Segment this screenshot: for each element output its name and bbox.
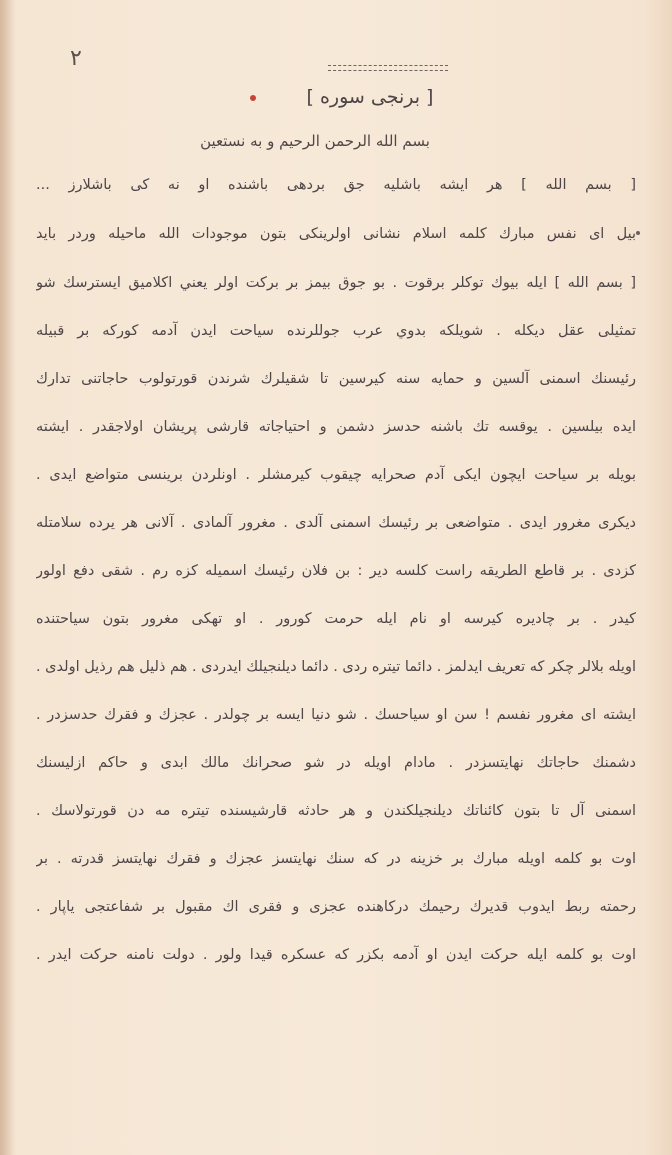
text-line-16: رحمته ربط ایدوب قدیرك رحیمك دركاهنده عجزی و فقری اك مقبول بر شفاعتجی یاپار . [36, 899, 636, 915]
text-line-11: اویله بلالر چكر كه تعریف ایدلمز . دائما تیتره ردی . دائما دیلنجیلك ایدردی . هم ذلیل هم رذیل اولدی . [36, 659, 636, 675]
text-line-12: ایشته ای مغرور نفسم ! سن او سیاحسك . شو دنیا ایسه بر چولدر . عجزك و فقرك حدسزدر . [36, 707, 636, 723]
text-line-13: دشمنك حاجاتك نهایتسزدر . مادام اویله در شو صحرانك مالك ابدی و حاكم ازلیسنك [36, 755, 636, 771]
title-row [270, 86, 470, 114]
text-line-3: [ بسم الله ] ایله بیوك توكلر برقوت . بو جوق بيمز بر بركت اولر يعني اكلاميق ايسترسك شو [36, 275, 636, 291]
header-rule-top [328, 65, 448, 66]
binding-shadow [0, 0, 14, 1155]
title-dot [250, 95, 256, 101]
page-number: ٢ [70, 46, 82, 71]
margin-mark [636, 231, 640, 235]
text-line-15: اوت بو كلمه اویله مبارك بر خزینه در كه سنك نهایتسز عجزك و فقرك نهایتسز قدرته . بر [36, 851, 636, 867]
text-line-4: تمثیلی عقل دیکله . شويلكه بدوي عرب جوللرنده سیاحت ایدن آدمه كوركه بر قبیله [36, 323, 636, 339]
text-line-14: اسمنی آل تا بتون كائناتك دیلنجیلكندن و هر حادثه قارشیسنده تیتره مه دن قورتولاسك . [36, 803, 636, 819]
text-line-6: ایده بیلسین . یوقسه تك باشنه حدسز دشمن و احتياجاته قارشی پریشان اولاجقدر . ایشته [36, 419, 636, 435]
text-line-7: بویله بر سیاحت ایچون ایكی آدم صحرایه چیقوب كیرمشلر . اونلردن برينسی متواضع ایدی . [36, 467, 636, 483]
text-line-1: [ بسم الله ] هر ایشه باشلیه جق بردهی باشنده او نه کی باشلارز ... [36, 177, 636, 193]
text-line-2: بیل ای نفس مبارك كلمه اسلام نشانی اولرینکی بتون موجودات الله ماحیله وردر باید [36, 226, 636, 242]
text-line-17: اوت بو كلمه ایله حركت ایدن او آدمه بكزر كه عسكره قیدا ولور . دولت نامنه حركت ایدر . [36, 947, 636, 963]
text-line-5: رئیسنك اسمنی آلسین و حمایه سنه كیرسین تا شقيلرك شرندن قورتولوب حاجاتنی تدارك [36, 371, 636, 387]
header-rule-bottom [328, 70, 448, 71]
text-line-10: كیدر . بر چادیره كیرسه او نام ایله حرمت كورور . او تهكی مغرور بتون سیاحتنده [36, 611, 636, 627]
text-line-8: دیكری مغرور ایدی . متواضعی بر رئيسك اسمنی آلدی . مغرور آلمادی . آلانی هر یرده سلامتله [36, 515, 636, 531]
text-line-9: كزدی . بر قاطع الطريقه راست كلسه دیر : بن فلان رئيسك اسميله كزه رم . شقی دفع اولور [36, 563, 636, 579]
basmala-line: بسم الله الرحمن الرحيم و به نستعين [200, 132, 430, 150]
page-title: [ برنجی سوره ] [306, 86, 434, 108]
